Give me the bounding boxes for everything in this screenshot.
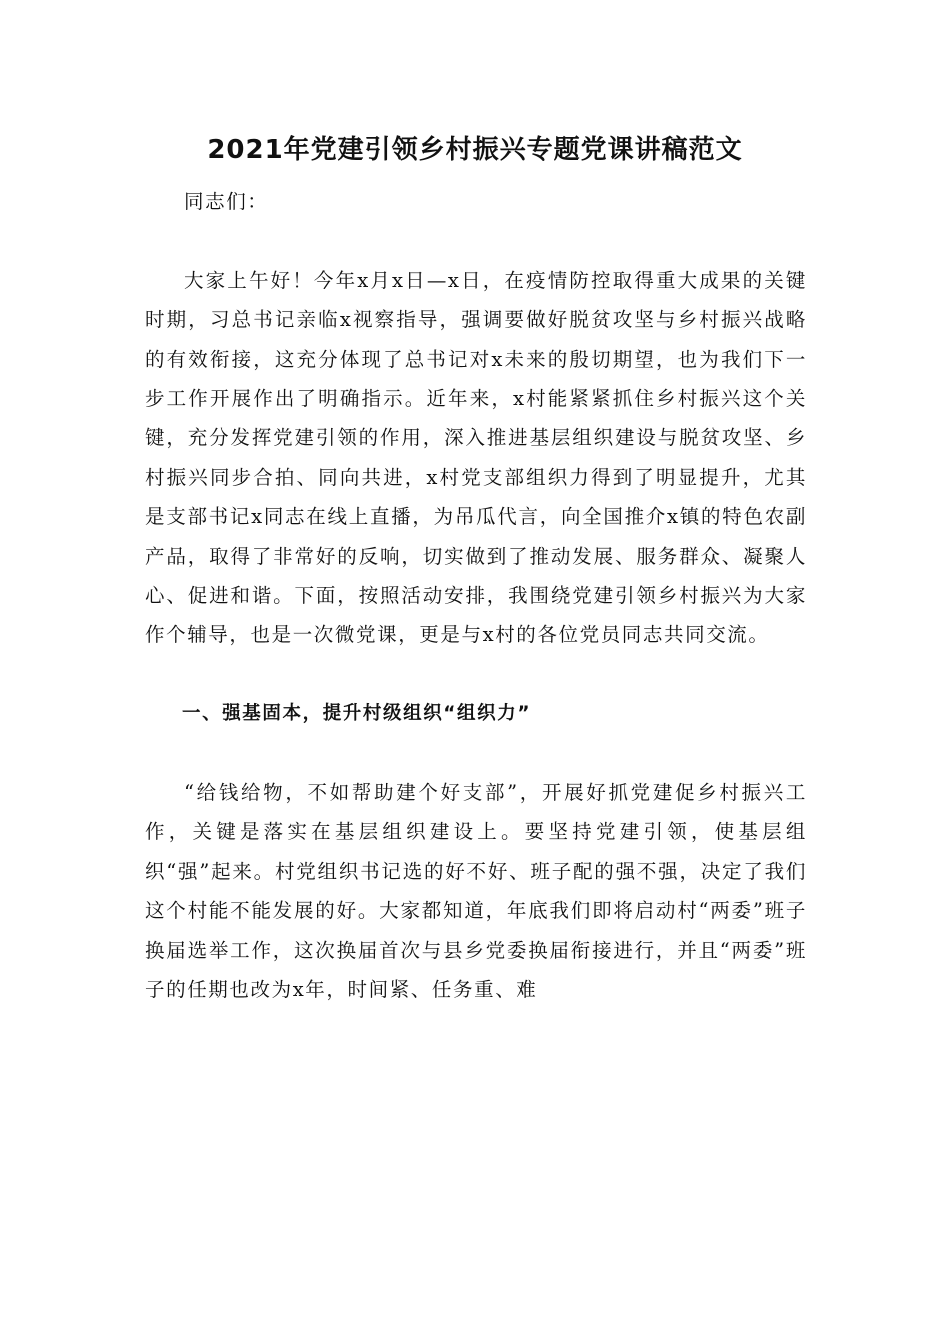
- section-1-heading: 一、强基固本，提升村级组织“组织力”: [182, 703, 532, 725]
- document-body: [145, 182, 807, 1049]
- paragraph-1: 大家上午好！今年x月x日—x日，在疫情防控取得重大成果的关键时期，习总书记亲临x视察指导，强调要做好脱贫攻坚与乡村振兴战略的有效衔接，这充分体现了总书记对x未来的殷切期望，也为我们下一步工作开展作出了明确指示。近年来，x村能紧紧抓住乡村振兴这个关键，充分发挥党建引领的作用，深入推进基层组织建设与脱贫攻坚、乡村振兴同步合拍、同向共进，x村党支部组织力得到了明显提升，尤其是支部书记x同志在线上直播，为吊瓜代言，向全国推介x镇的特色农副产品，取得了非常好的反响，切实做到了推动发展、服务群众、凝聚人心、促进和谐。下面，按照活动安排，我围绕党建引领乡村振兴为大家作个辅导，也是一次微党课，更是与x村的各位党员同志共同交流。: [145, 268, 807, 647]
- document-title: 2021年党建引领乡村振兴专题党课讲稿范文: [207, 135, 743, 165]
- greeting: 同志们：: [184, 190, 269, 213]
- paragraph-2: “给钱给物，不如帮助建个好支部”，开展好抓党建促乡村振兴工作，关键是落实在基层组织建设上。要坚持党建引领，使基层组织“强”起来。村党组织书记选的好不好、班子配的强不强，决定了我们这个村能不能发展的好。大家都知道，年底我们即将启动村“两委”班子换届选举工作，这次换届首次与县乡党委换届衔接进行，并且“两委”班子的任期也改为x年，时间紧、任务重、难: [145, 781, 807, 1002]
